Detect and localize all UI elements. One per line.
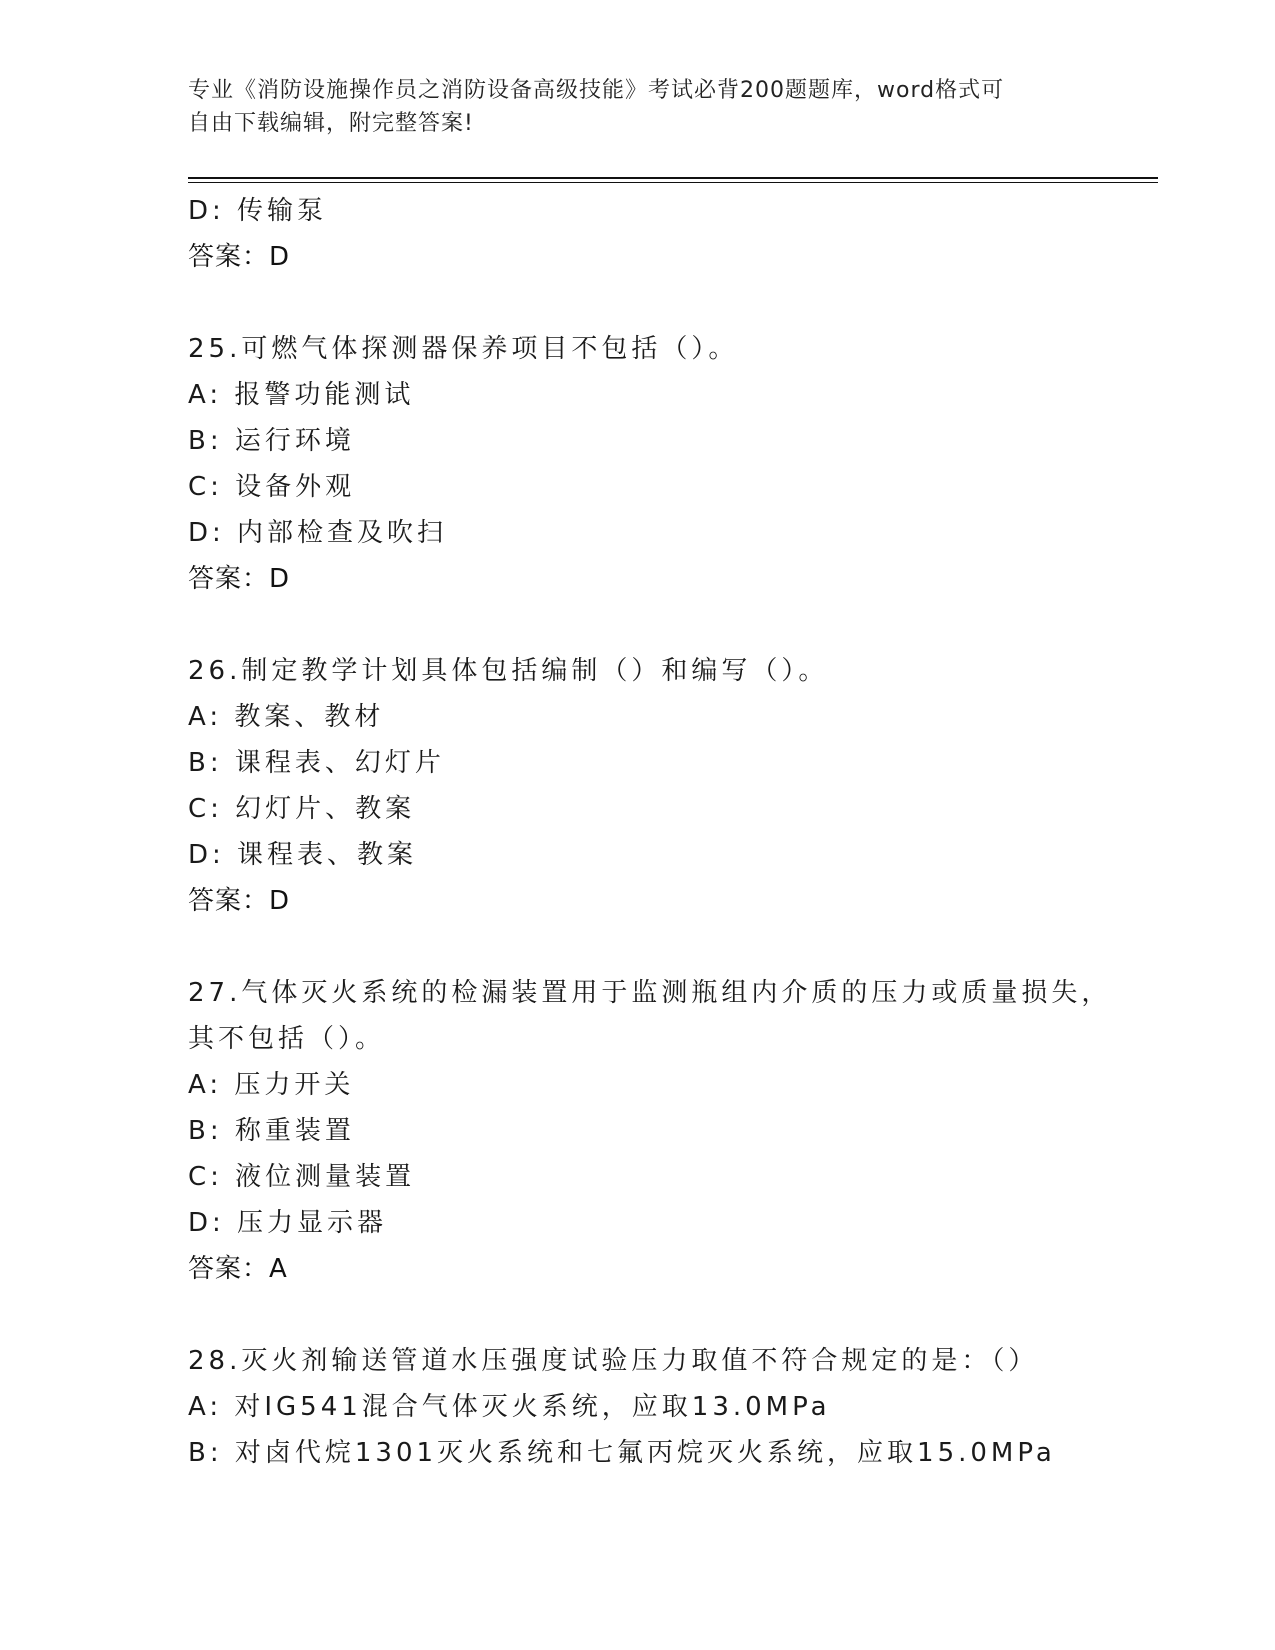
spacer [188, 602, 1148, 648]
prev-option-d: D: 传输泵 [188, 196, 328, 226]
option-d: D: 内部检查及吹扫 [188, 518, 448, 548]
option-a: A: 报警功能测试 [188, 380, 415, 410]
option-b: B: 运行环境 [188, 426, 355, 456]
option-b: B: 称重装置 [188, 1116, 355, 1146]
question-title: 26.制定教学计划具体包括编制（）和编写（）。 [188, 656, 829, 686]
option-b: B: 对卤代烷1301灭火系统和七氟丙烷灭火系统，应取15.0MPa [188, 1438, 1056, 1468]
question-item [188, 326, 1148, 602]
answer: 答案：D [188, 886, 291, 916]
spacer [188, 280, 1148, 326]
option-d: D: 压力显示器 [188, 1208, 388, 1238]
question-item [188, 1338, 1148, 1476]
option-d: D: 课程表、教案 [188, 840, 418, 870]
option-c: C: 幻灯片、教案 [188, 794, 416, 824]
option-a: A: 压力开关 [188, 1070, 355, 1100]
question-title: 27.气体灭火系统的检漏装置用于监测瓶组内介质的压力或质量损失， [188, 978, 1112, 1008]
option-a: A: 教案、教材 [188, 702, 385, 732]
header-line-1: 专业《消防设施操作员之消防设备高级技能》考试必背200题题库，word格式可 [188, 78, 1005, 103]
header-line-2: 自由下载编辑，附完整答案! [188, 111, 474, 136]
option-c: C: 设备外观 [188, 472, 356, 502]
question-list [188, 188, 1148, 1476]
option-c: C: 液位测量装置 [188, 1162, 416, 1192]
question-title: 28.灭火剂输送管道水压强度试验压力取值不符合规定的是：（） [188, 1346, 1039, 1376]
answer: 答案：A [188, 1254, 288, 1284]
question-title-continued: 其不包括（）。 [188, 1024, 386, 1054]
spacer [188, 924, 1148, 970]
header-divider-thin [188, 182, 1158, 183]
answer: 答案：D [188, 564, 291, 594]
option-a: A: 对IG541混合气体灭火系统，应取13.0MPa [188, 1392, 831, 1422]
document-header [188, 74, 1068, 140]
question-title: 25.可燃气体探测器保养项目不包括（）。 [188, 334, 739, 364]
option-b: B: 课程表、幻灯片 [188, 748, 445, 778]
question-item [188, 970, 1148, 1292]
prev-answer: 答案：D [188, 242, 291, 272]
header-divider [188, 177, 1158, 179]
question-item [188, 648, 1148, 924]
spacer [188, 1292, 1148, 1338]
